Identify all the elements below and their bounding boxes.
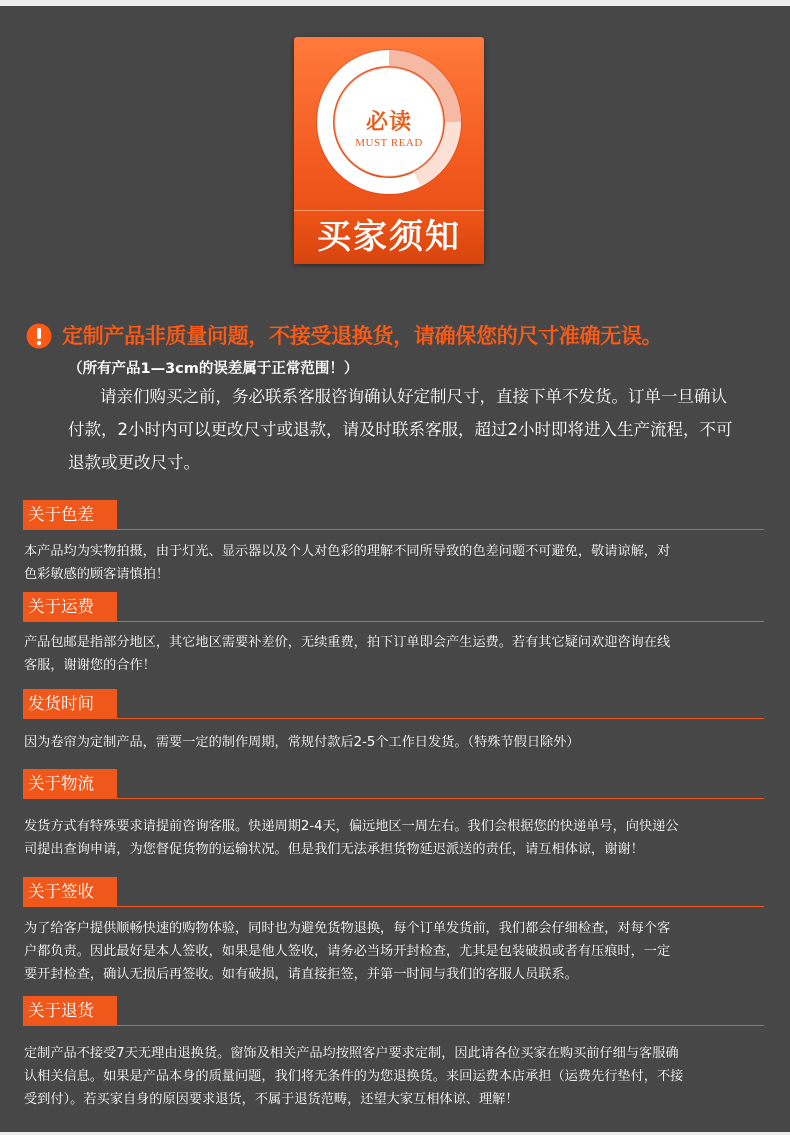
section-divider — [23, 906, 764, 907]
section-body-delivery-time — [24, 731, 772, 754]
notice-body — [68, 380, 760, 479]
section-line: 为了给客户提供顺畅快速的购物体验，同时也为避免货物退换，每个订单发货前，我们都会仔细检查，对每个客 — [24, 921, 671, 936]
section-divider — [23, 718, 764, 719]
exclamation-icon — [26, 323, 52, 349]
section-divider — [23, 798, 764, 799]
notice-line: 付款，2小时内可以更改尺寸或退款，请及时联系客服，超过2小时即将进入生产流程，不可 — [68, 420, 733, 439]
notice-line: 退款或更改尺寸。 — [68, 453, 200, 472]
section-line: 色彩敏感的顾客请慎拍！ — [24, 567, 170, 582]
badge-footer — [294, 210, 484, 264]
must-read-badge — [294, 37, 484, 263]
section-line: 户都负责。因此最好是本人签收，如果是他人签收，请务必当场开封检查，尤其是包装破损或者有压痕时，一定 — [24, 944, 671, 959]
section-line: 定制产品不接受7天无理由退换货。窗饰及相关产品均按照客户要求定制，因此请各位买家在购买前仔细与客服确 — [24, 1046, 679, 1061]
section-title-shipping-fee: 关于运费 — [23, 592, 117, 622]
section-line: 受到付）。若买家自身的原因要求退货，不属于退货范畴，还望大家互相体谅、理解！ — [24, 1092, 519, 1107]
notice-headline: 定制产品非质量问题，不接受退换货，请确保您的尺寸准确无误。 — [62, 324, 663, 348]
badge-footer-text: 买家须知 — [317, 217, 461, 257]
badge-title-cn: 必读 — [365, 110, 412, 135]
section-line: 要开封检查，确认无损后再签收。如有破损，请直接拒签，并第一时间与我们的客服人员联系。 — [24, 967, 578, 982]
section-body-color-difference — [24, 540, 772, 586]
section-divider — [23, 529, 764, 530]
section-line: 认相关信息。如果是产品本身的质量问题，我们将无条件的为您退换货。来回运费本店承担（运费先行垫付，不接 — [24, 1069, 684, 1084]
section-title-delivery-time: 发货时间 — [23, 689, 117, 719]
section-line: 因为卷帘为定制产品，需要一定的制作周期，常规付款后2-5个工作日发货。（特殊节假日除外） — [24, 735, 580, 750]
section-title-logistics: 关于物流 — [23, 769, 117, 799]
section-title-receipt: 关于签收 — [23, 877, 117, 907]
section-body-receipt — [24, 917, 772, 986]
section-line: 本产品均为实物拍摄，由于灯光、显示器以及个人对色彩的理解不同所导致的色差问题不可避免，敬请谅解，对 — [24, 544, 671, 559]
section-body-shipping-fee — [24, 631, 772, 677]
section-divider — [23, 1025, 764, 1026]
section-line: 司提出查询申请，为您督促货物的运输状况。但是我们无法承担货物延迟派送的责任，请互相体谅，谢谢！ — [24, 842, 644, 857]
section-title-returns: 关于退货 — [23, 996, 117, 1026]
top-divider — [0, 0, 790, 6]
section-body-returns — [24, 1042, 772, 1111]
notice-line: 请亲们购买之前，务必联系客服咨询确认好定制尺寸，直接下单不发货。订单一旦确认 — [100, 387, 727, 406]
section-line: 产品包邮是指部分地区，其它地区需要补差价，无续重费，拍下订单即会产生运费。若有其它疑问欢迎咨询在线 — [24, 635, 671, 650]
badge-title-en: MUST READ — [355, 137, 423, 149]
section-line: 客服，谢谢您的合作！ — [24, 658, 156, 673]
section-title-color-difference: 关于色差 — [23, 500, 117, 530]
section-body-logistics — [24, 815, 772, 861]
notice-subline: （所有产品1—3cm的误差属于正常范围！） — [68, 361, 359, 377]
section-divider — [23, 621, 764, 622]
section-line: 发货方式有特殊要求请提前咨询客服。快递周期2-4天，偏远地区一周左右。我们会根据您的快递单号，向快递公 — [24, 819, 679, 834]
